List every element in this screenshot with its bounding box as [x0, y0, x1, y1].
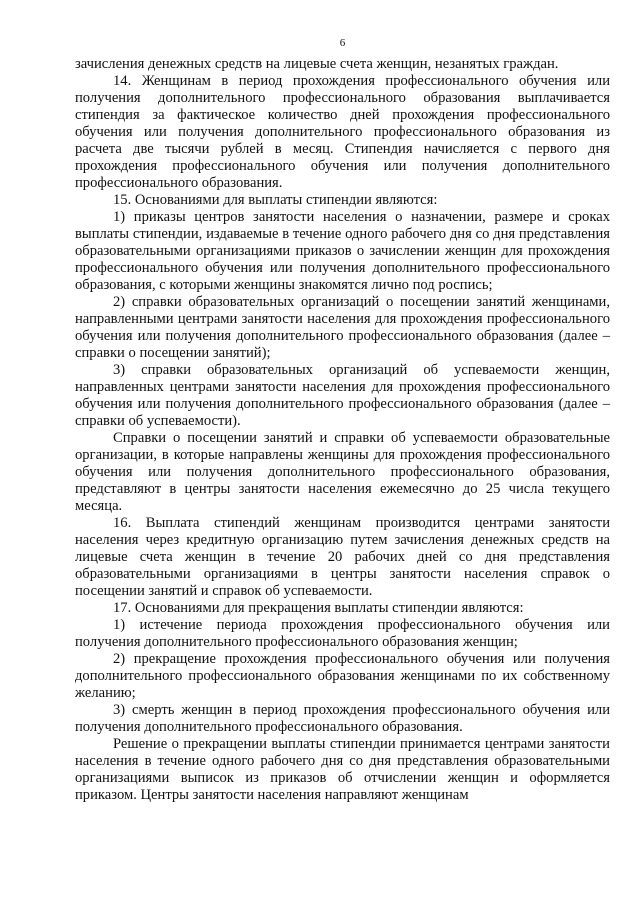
- paragraph-item-16: 16. Выплата стипендий женщинам производится центрами занятости населения через кредитную организацию путем зачисления денежных средств на лицевые счета женщин в течение 20 рабочих дней со дня представления образовательными организациями в центры занятости населения справок о посещении занятий и справок об успеваемости.: [75, 515, 610, 599]
- paragraph-continuation: зачисления денежных средств на лицевые счета женщин, незанятых граждан.: [75, 56, 559, 72]
- paragraph-item-14: 14. Женщинам в период прохождения профессионального обучения или получения дополнительного профессионального образования выплачивается стипендия за фактическое количество дней прохождения профессионального обучения или получения дополнительного профессионального образования из расчета две тысячи рублей в месяц. Стипендия начисляется с первого дня прохождения профессионального обучения или получения дополнительного профессионального образования.: [75, 73, 610, 191]
- document-body: [75, 56, 610, 804]
- paragraph-item-17-3: 3) смерть женщин в период прохождения профессионального обучения или получения дополнительного профессионального образования.: [75, 702, 610, 735]
- paragraph-item-15-2: 2) справки образовательных организаций о посещении занятий женщинами, направленными центрами занятости населения для прохождения профессионального обучения или получения дополнительного профессионального образования (далее – справки о посещении занятий);: [75, 294, 610, 361]
- paragraph-item-15-1: 1) приказы центров занятости населения о назначении, размере и сроках выплаты стипендии, издаваемые в течение одного рабочего дня со дня представления образовательными организациями приказов о зачислении женщин для прохождения профессионального обучения или получения дополнительного профессионального образования, с которыми женщины знакомятся лично под роспись;: [75, 209, 610, 293]
- page-number: 6: [339, 37, 346, 49]
- paragraph-item-17-2: 2) прекращение прохождения профессионального обучения или получения дополнительного профессионального образования женщинами по их собственному желанию;: [75, 651, 610, 701]
- paragraph-item-15-3: 3) справки образовательных организаций об успеваемости женщин, направленных центрами занятости населения для прохождения профессионального обучения или получения дополнительного профессионального образования (далее – справки об успеваемости).: [75, 362, 610, 429]
- paragraph-item-17-1: 1) истечение периода прохождения профессионального обучения или получения дополнительного профессионального образования женщин;: [75, 617, 610, 650]
- paragraph-reports-deadline: Справки о посещении занятий и справки об успеваемости образовательные организации, в которые направлены женщины для прохождения профессионального обучения или получения дополнительного профессионального образования, представляют в центры занятости населения ежемесячно до 25 числа текущего месяца.: [75, 430, 610, 514]
- paragraph-item-15: 15. Основаниями для выплаты стипендии являются:: [113, 192, 438, 208]
- document-page: [75, 36, 610, 804]
- paragraph-item-17: 17. Основаниями для прекращения выплаты стипендии являются:: [113, 600, 524, 616]
- paragraph-termination-decision: Решение о прекращении выплаты стипендии принимается центрами занятости населения в течение одного рабочего дня со дня представления образовательными организациями выписок из приказов об отчислении женщин и оформляется приказом. Центры занятости населения направляют женщинам: [75, 736, 610, 803]
